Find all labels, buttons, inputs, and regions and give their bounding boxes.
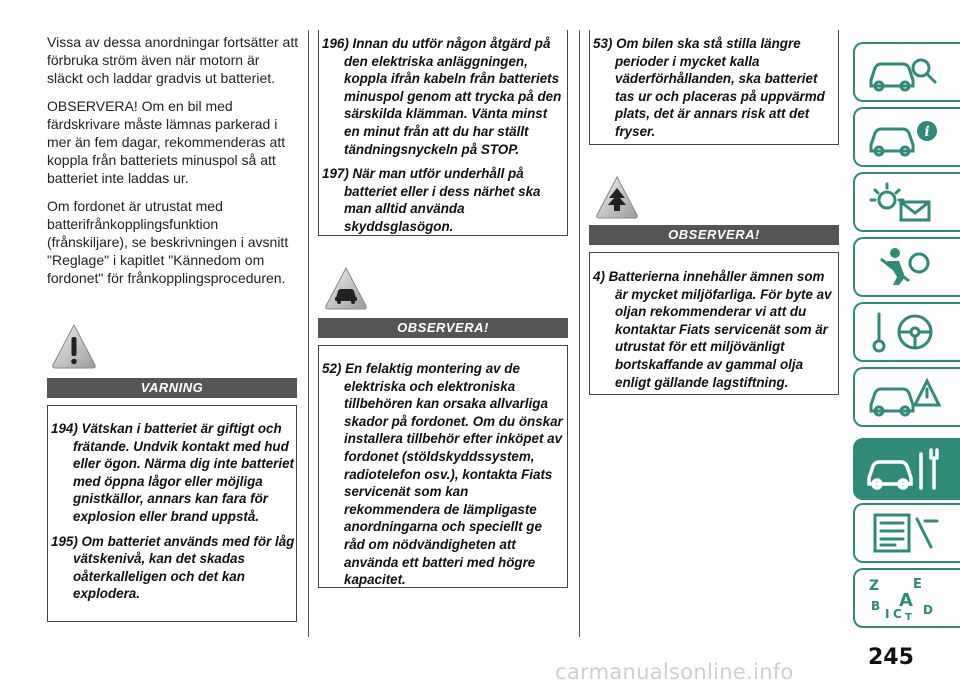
page-number: 245 [868,645,914,670]
warning-title-bar: VARNING [47,378,297,398]
tab-warning-lights[interactable] [853,172,960,232]
watermark: carmanualsonline.info [555,660,794,684]
technical-data-list-icon [865,511,945,555]
car-caution-icon [323,265,369,311]
list-item: 53) Om bilen ska stå stilla längre perioder i mycket kalla väderförhållanden, ska batteriet tas ur och placeras på uppvärmd plats, det är annars risk att det fryser. [593,36,825,139]
tab-technical-specifications[interactable] [853,503,960,563]
alphabet-index-icon [865,576,945,620]
continued-note-list [593,35,837,148]
warning-list [51,420,295,610]
seatbelt-airbag-icon [865,245,945,289]
car-warning-icon [865,375,945,419]
list-item: 52) En felaktig montering av de elektriska och elektroniska tillbehören kan orsaka allvarliga skador på fordonet. Om du önskar installera tillbehör efter inköpet av fordonet (stöldskyddssystem, radiotelefon osv.), kontakta Fiats servicenät som kan rekommendera de lämpligaste anordningarna och speciellt ge råd om nödvändigheten att använda ett batteri med högre kapacitet. [322,361,563,588]
paragraph-3: Om fordonet är utrustat med batterifrånkopplingsfunktion (frånskiljare), se beskrivningen i avsnitt "Reglage" i kapitlet "Kännedom om fordonet" för frånkopplingsproceduren. [47,198,289,286]
svg-text:Z: Z [869,578,880,594]
paragraph-2: OBSERVERA! Om en bil med färdskrivare måste lämnas parkerad i mer än fem dagar, rekommenderas att koppla från batteriets minuspol så att batteriet inte laddas ur. [47,98,286,186]
svg-text:i: i [924,124,930,140]
key-steering-wheel-icon [865,310,945,354]
warning-lights-envelope-icon [865,180,945,224]
tab-servicing-maintenance[interactable] [853,438,960,500]
note-title-bar: OBSERVERA! [589,225,839,245]
column-divider [579,30,580,637]
svg-text:B: B [871,599,881,613]
left-column [47,33,299,297]
svg-text:C: C [893,607,902,620]
list-item: 197) När man utför underhåll på batteriet eller i dess närhet ska man alltid använda skyddsglasögon. [322,166,541,234]
tab-index[interactable] [853,568,960,628]
exclamation-warning-icon [50,322,98,370]
svg-text:T: T [905,612,912,620]
environment-caution-icon [594,174,640,220]
list-item: 194) Vätskan i batteriet är giftigt och frätande. Undvik kontakt med hud eller ögon. Närma dig inte batteriet med öppna lågor eller möjliga gnistkällor, annars kan fara för explosion eller brand uppstå. [51,421,294,524]
car-tools-icon [865,446,945,494]
tab-safety[interactable] [853,237,960,297]
paragraph-1: Vissa av dessa anordningar fortsätter att förbruka ström även när motorn är släckt och laddar gradvis ut batteriet. [47,34,299,86]
svg-text:D: D [923,603,933,617]
svg-text:E: E [913,577,922,592]
column-divider [308,30,309,637]
note-list [322,360,566,596]
list-item: 195) Om batteriet används med för låg vätskenivå, kan det skadas oåterkalleligen och det kan explodera. [51,533,295,602]
svg-text:I: I [885,607,890,620]
note-title-bar: OBSERVERA! [318,318,568,338]
continued-warning-list [322,35,566,243]
tab-in-emergency[interactable] [853,367,960,427]
note-list [593,268,837,398]
svg-text:A: A [899,590,913,611]
list-item: 196) Innan du utför någon åtgärd på den elektriska anläggningen, koppla ifrån kabeln från batteriets minuspol genom att trycka på den särskilda klämman. Vänta minst en minut från att du har ställt tändningsnyckeln på STOP. [322,36,562,157]
car-info-icon [865,115,945,159]
tab-knowing-the-car[interactable] [853,42,960,102]
car-magnifier-icon [865,50,945,94]
list-item: 4) Batterierna innehåller ämnen som är mycket miljöfarliga. För byte av oljan rekommenderar vi att du kontaktar Fiats servicenät som är utrustat för ett miljövänligt bortskaffande av gammal olja enligt gällande lagstiftning. [593,269,832,390]
tab-instrument-panel[interactable] [853,107,960,167]
tab-starting-driving[interactable] [853,302,960,362]
